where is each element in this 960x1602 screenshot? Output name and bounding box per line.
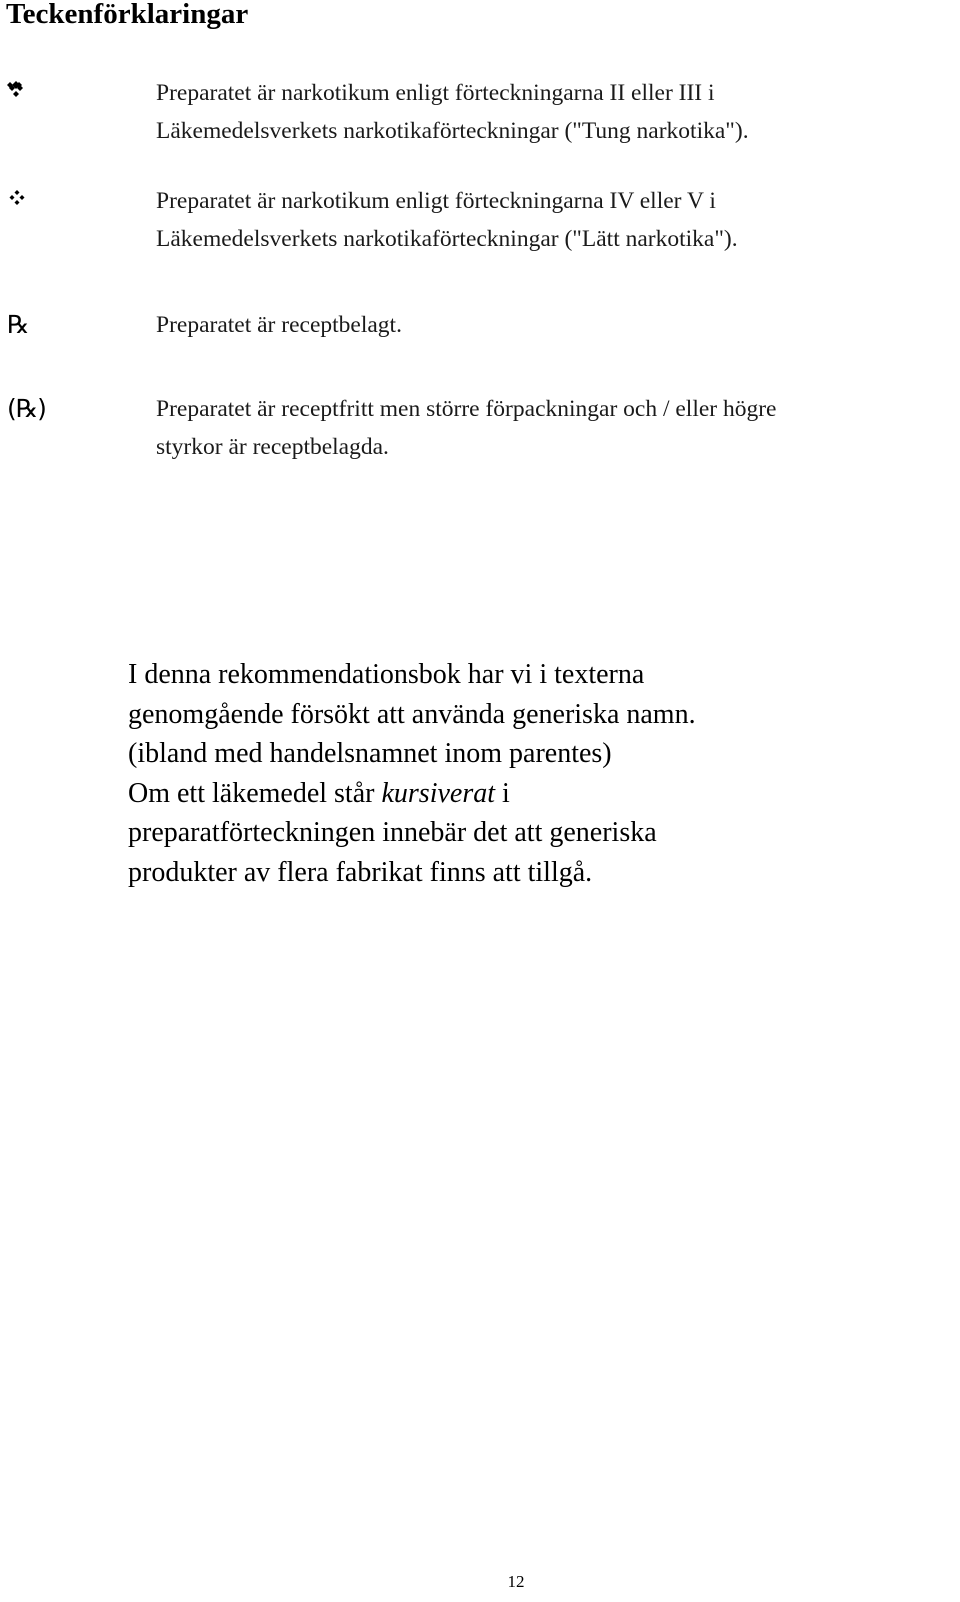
legend-description (156, 182, 956, 258)
legend-line: Läkemedelsverkets narkotikaförteckningar ("Lätt narkotika"). (156, 226, 738, 252)
note-text: Om ett läkemedel står (128, 777, 382, 809)
page-title: Teckenförklaringar (6, 0, 249, 30)
note-text: i (495, 777, 510, 809)
note-line: preparatförteckningen innebär det att generiska (128, 817, 657, 848)
italic-term: kursiverat (381, 777, 495, 809)
legend-description (156, 306, 956, 344)
rx-icon: ℞ (7, 310, 29, 339)
note-line (128, 774, 948, 814)
note-line: (ibland med handelsnamnet inom parentes) (128, 738, 612, 769)
note-line: I denna rekommendationsbok har vi i texterna (128, 659, 645, 690)
rx-parenthesized-icon: (℞) (7, 394, 46, 423)
note-line: genomgående försökt att använda generiska namn. (128, 698, 696, 730)
legend-line: styrkor är receptbelagda. (156, 434, 389, 460)
legend-line: Läkemedelsverkets narkotikaförteckningar ("Tung narkotika"). (156, 118, 749, 144)
legend-description (156, 390, 956, 466)
note-line: produkter av flera fabrikat finns att tillgå. (128, 856, 593, 888)
legend-line: Preparatet är narkotikum enligt förteckningarna II eller III i (156, 80, 715, 106)
generic-names-note (128, 655, 948, 892)
legend-line: Preparatet är narkotikum enligt förteckningarna IV eller V i (156, 188, 716, 214)
page-number: 12 (507, 1572, 525, 1591)
legend-line: Preparatet är receptfritt men större förpackningar och / eller högre (156, 396, 777, 422)
legend-description (156, 74, 956, 150)
legend-line: Preparatet är receptbelagt. (156, 312, 402, 338)
diamond-outline-icon (6, 182, 46, 220)
diamond-filled-icon (6, 74, 46, 112)
